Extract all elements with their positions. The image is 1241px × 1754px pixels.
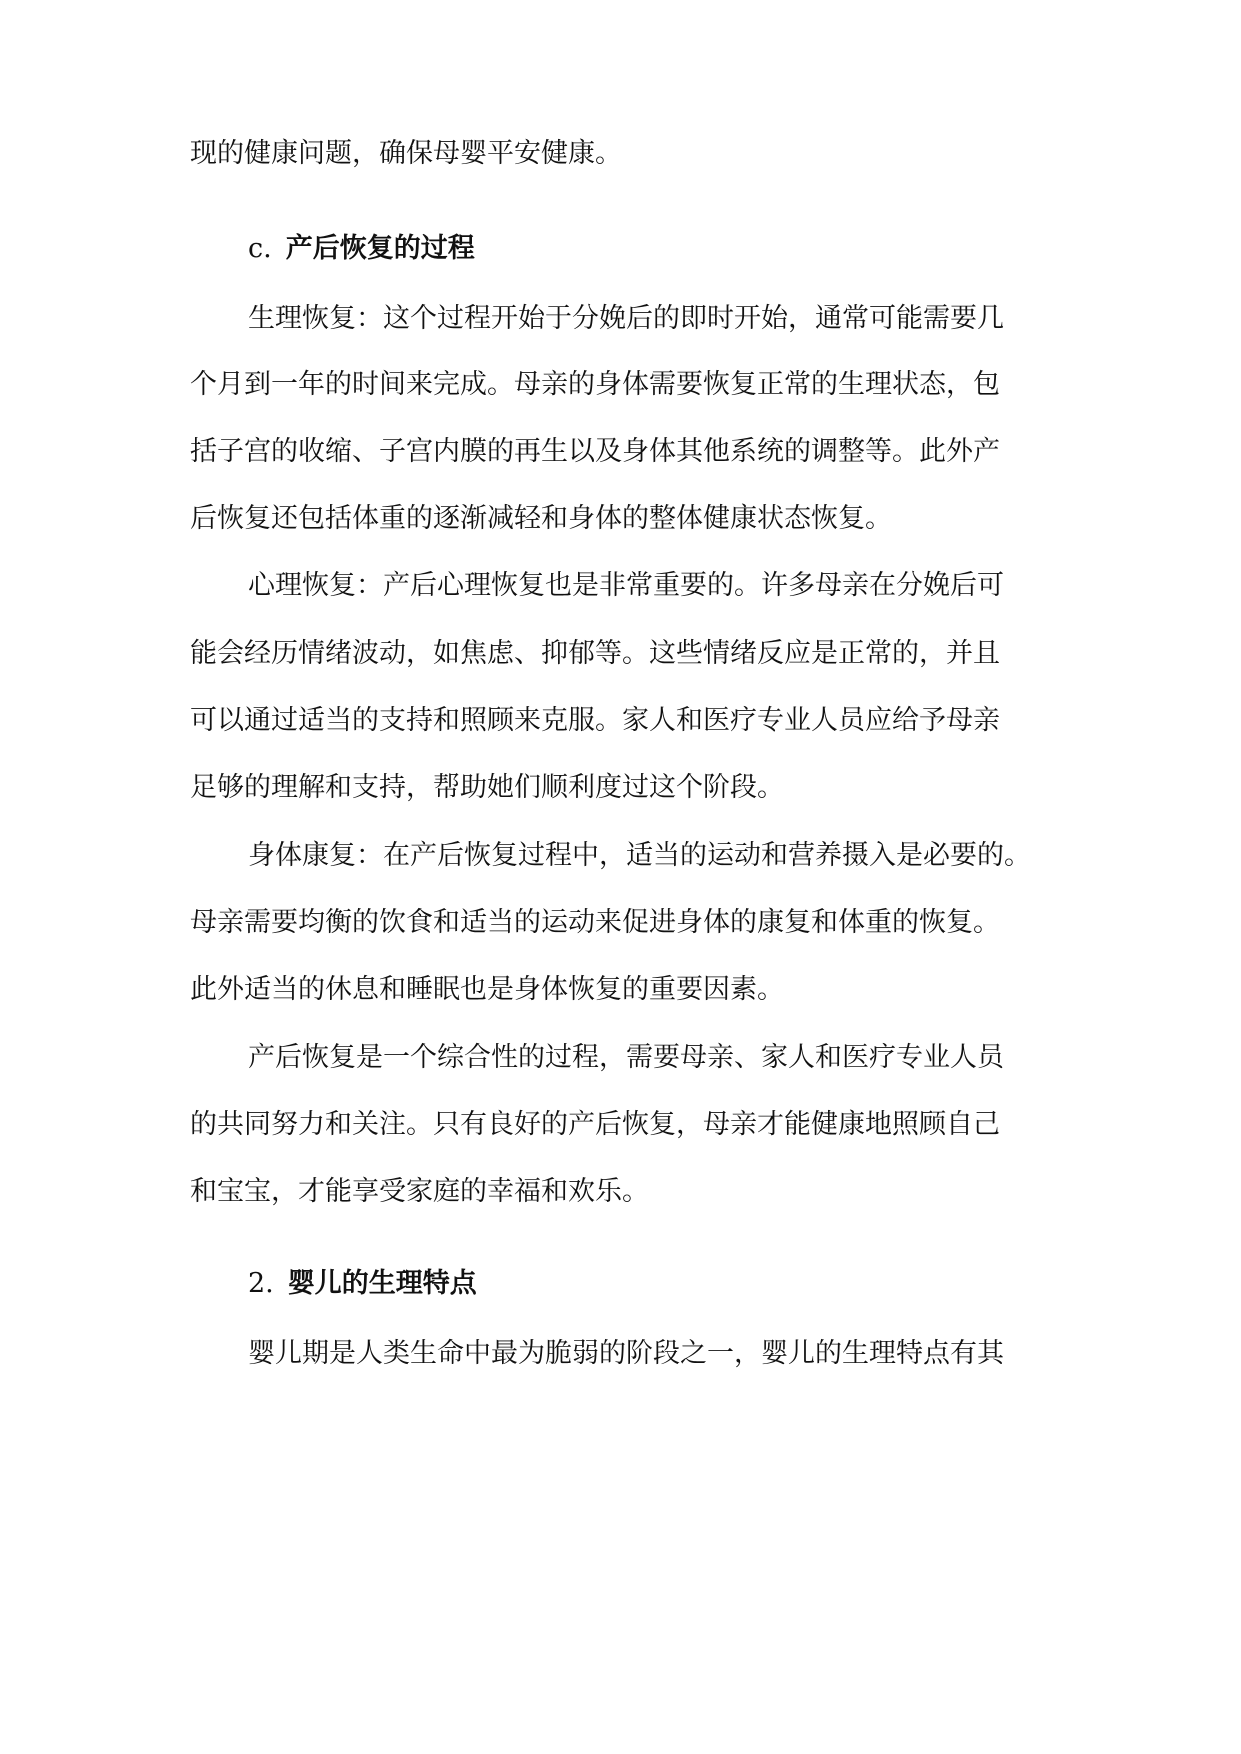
section-heading-2	[248, 1266, 477, 1302]
paragraph-line: 足够的理解和支持，帮助她们顺利度过这个阶段。	[190, 772, 784, 803]
paragraph-line: 母亲需要均衡的饮食和适当的运动来促进身体的康复和体重的恢复。	[190, 907, 1000, 938]
paragraph-line: 和宝宝，才能享受家庭的幸福和欢乐。	[190, 1176, 649, 1207]
section-label: c.	[248, 233, 272, 264]
paragraph-line: 生理恢复：这个过程开始于分娩后的即时开始，通常可能需要几	[248, 303, 1004, 334]
section-title: 婴儿的生理特点	[287, 1268, 477, 1299]
paragraph-line: 括子宫的收缩、子宫内膜的再生以及身体其他系统的调整等。此外产	[190, 436, 1000, 467]
section-heading-c	[248, 231, 475, 267]
paragraph-continuation: 现的健康问题，确保母婴平安健康。	[190, 138, 622, 169]
paragraph-line: 可以通过适当的支持和照顾来克服。家人和医疗专业人员应给予母亲	[190, 705, 1000, 736]
paragraph-line: 个月到一年的时间来完成。母亲的身体需要恢复正常的生理状态，包	[190, 369, 1000, 400]
paragraph-line: 后恢复还包括体重的逐渐减轻和身体的整体健康状态恢复。	[190, 503, 892, 534]
section-title: 产后恢复的过程	[285, 233, 475, 264]
paragraph-line: 身体康复：在产后恢复过程中，适当的运动和营养摄入是必要的。	[248, 840, 1031, 871]
paragraph-line: 产后恢复是一个综合性的过程，需要母亲、家人和医疗专业人员	[248, 1042, 1004, 1073]
paragraph-line: 心理恢复：产后心理恢复也是非常重要的。许多母亲在分娩后可	[248, 570, 1004, 601]
paragraph-line: 婴儿期是人类生命中最为脆弱的阶段之一，婴儿的生理特点有其	[248, 1338, 1004, 1369]
section-label: 2.	[248, 1268, 274, 1299]
paragraph-line: 的共同努力和关注。只有良好的产后恢复，母亲才能健康地照顾自己	[190, 1109, 1000, 1140]
paragraph-line: 此外适当的休息和睡眠也是身体恢复的重要因素。	[190, 974, 784, 1005]
paragraph-line: 能会经历情绪波动，如焦虑、抑郁等。这些情绪反应是正常的，并且	[190, 638, 1000, 669]
